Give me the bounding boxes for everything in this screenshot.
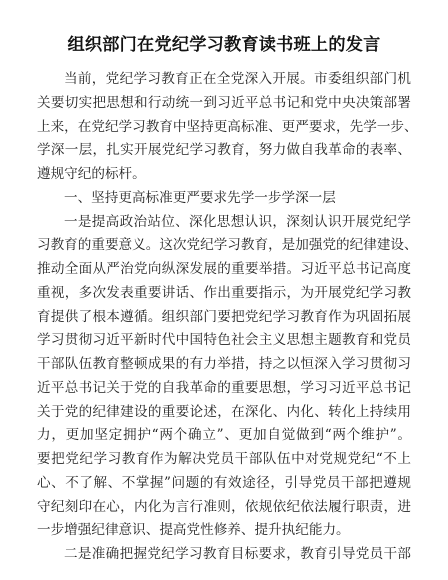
document-title: 组织部门在党纪学习教育读书班上的发言 [67, 35, 381, 55]
paragraph-line: 关要切实把思想和行动统一到习近平总书记和党中央决策部署 [37, 94, 411, 111]
section-heading: 一、坚持更高标准更严要求先学一步学深一层 [64, 189, 336, 206]
paragraph-line: 当前，党纪学习教育正在全党深入开展。市委组织部门机 [64, 71, 411, 87]
paragraph-line: 二是准确把握党纪学习教育目标要求，教育引导党员干部 [64, 546, 411, 562]
paragraph-line: 一步增强纪律意识、提高党性修养、提升执纪能力。 [37, 522, 350, 539]
paragraph-line: 一是提高政治站位、深化思想认识，深刻认识开展党纪学 [64, 213, 411, 230]
paragraph-line: 要把党纪学习教育作为解决党员干部队伍中对党规党纪“不上 [37, 451, 411, 467]
paragraph-line: 近平总书记关于党的自我革命的重要思想，学习习近平总书记 [37, 379, 411, 396]
paragraph-line: 推动全面从严治党向纵深发展的重要举措。习近平总书记高度 [37, 261, 411, 277]
paragraph-line: 遵规守纪的标杆。 [37, 166, 146, 182]
paragraph-line: 守纪刻印在心，内化为言行准则，依规依纪依法履行职责，进 [37, 498, 411, 515]
paragraph-line: 学深一层，扎实开展党纪学习教育，努力做自我革命的表率、 [37, 142, 411, 159]
paragraph-line: 干部队伍教育整顿成果的有力举措，持之以恒深入学习贯彻习 [37, 356, 411, 372]
paragraph-line: 心、不了解、不掌握”问题的有效途径，引导党员干部把遵规 [37, 474, 411, 491]
paragraph-line: 育提供了根本遵循。组织部门要把党纪学习教育作为巩固拓展 [37, 308, 411, 325]
paragraph-line: 上来，在党纪学习教育中坚持更高标准、更严要求，先学一步、 [37, 118, 418, 135]
paragraph-line: 学习贯彻习近平新时代中国特色社会主义思想主题教育和党员 [37, 332, 411, 349]
document-body [37, 68, 418, 567]
paragraph-line: 关于党的纪律建设的重要论述，在深化、内化、转化上持续用 [37, 403, 411, 420]
paragraph-line: 力，更加坚定拥护“两个确立”、更加自觉做到“两个维护”。 [37, 427, 411, 444]
paragraph-line: 习教育的重要意义。这次党纪学习教育，是加强党的纪律建设、 [37, 237, 418, 254]
paragraph-line: 重视，多次发表重要讲话、作出重要指示，为开展党纪学习教 [37, 284, 411, 301]
